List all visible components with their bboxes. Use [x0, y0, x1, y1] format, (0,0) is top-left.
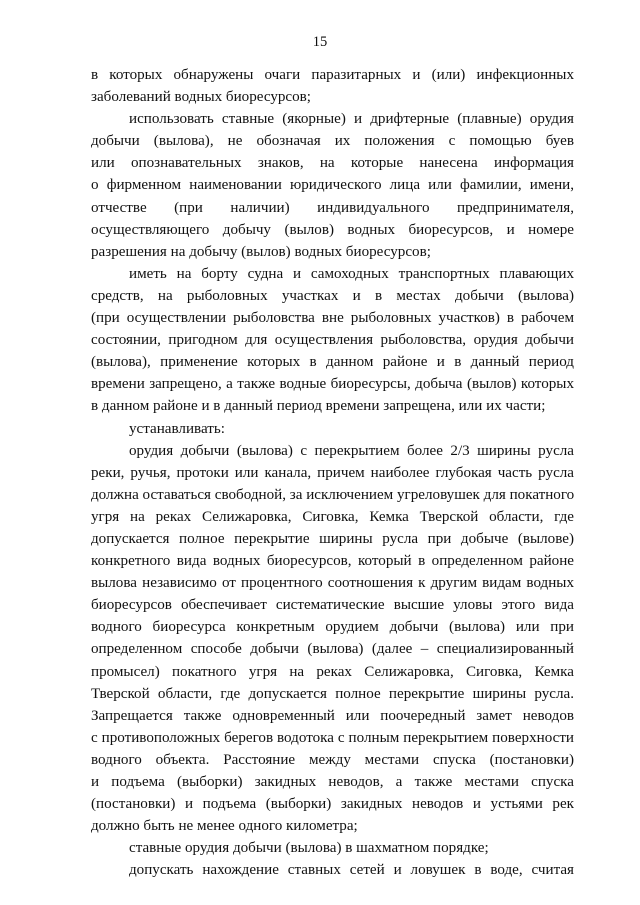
- text-line: (при осуществлении рыболовства вне рыболовных участков) в рабочем: [91, 310, 574, 327]
- text-line: о фирменном наименовании юридического лица или фамилии, имени,: [91, 177, 574, 194]
- text-line: Тверской области, где допускается полное перекрытие ширины русла.: [91, 685, 574, 702]
- text-line: промысел) покатного угря на реках Селижаровка, Сиговка, Кемка: [91, 663, 574, 680]
- document-body: [91, 64, 574, 881]
- text-line: должна оставаться свободной, за исключением угреловушек для покатного: [91, 486, 575, 503]
- text-line: биоресурсов обеспечивает систематические высшие уловы этого вида: [91, 597, 574, 614]
- text-line: допускать нахождение ставных сетей и ловушек в воде, считая: [129, 862, 574, 879]
- text-line: использовать ставные (якорные) и дрифтерные (плавные) орудия: [129, 111, 574, 128]
- text-line: добычи (вылова), не обозначая их положения с помощью буев: [91, 133, 574, 150]
- text-line: устанавливать:: [129, 420, 225, 437]
- text-line: реки, ручья, протоки или канала, причем наиболее глубокая часть русла: [91, 464, 574, 481]
- text-line: конкретного вида водных биоресурсов, который в определенном районе: [91, 553, 574, 570]
- text-line: состоянии, пригодном для осуществления рыболовства, орудия добычи: [91, 332, 574, 349]
- text-line: вылова независимо от процентного соотношения к другим видам водных: [91, 575, 574, 592]
- text-line: определенном способе добычи (вылова) (далее – специализированный: [91, 641, 574, 658]
- text-line: заболеваний водных биоресурсов;: [91, 89, 311, 106]
- text-line: водного биоресурса конкретным орудием добычи (вылова) или при: [91, 619, 574, 636]
- text-line: средств, на рыболовных участках и в местах добычи (вылова): [91, 287, 574, 304]
- text-line: осуществляющего добычу (вылов) водных биоресурсов, и номере: [91, 221, 574, 238]
- text-line: в данном районе и в данный период времени запрещена, или их части;: [91, 398, 546, 415]
- text-line: Запрещается также одновременный или поочередный замет неводов: [91, 707, 574, 724]
- text-line: (вылова), применение которых в данном районе и в данный период: [91, 354, 574, 371]
- text-line: отчестве (при наличии) индивидуального предпринимателя,: [91, 199, 574, 216]
- page-number: 15: [312, 34, 328, 50]
- text-line: времени запрещено, а также водные биоресурсы, добыча (вылов) которых: [91, 376, 574, 393]
- text-line: иметь на борту судна и самоходных транспортных плавающих: [129, 265, 574, 282]
- text-line: разрешения на добычу (вылов) водных биоресурсов;: [91, 243, 431, 260]
- text-line: орудия добычи (вылова) с перекрытием более 2/3 ширины русла: [129, 442, 574, 459]
- text-line: или опознавательных знаков, на которые нанесена информация: [91, 155, 574, 172]
- text-line: (постановки) и подъема (выборки) закидных неводов и устьями рек: [91, 796, 574, 813]
- text-line: угря на реках Селижаровка, Сиговка, Кемка Тверской области, где: [91, 508, 574, 525]
- text-line: водного объекта. Расстояние между местами спуска (постановки): [91, 751, 574, 768]
- text-line: с противоположных берегов водотока с полным перекрытием поверхности: [91, 729, 574, 746]
- text-line: ставные орудия добычи (вылова) в шахматном порядке;: [129, 840, 489, 857]
- text-line: должно быть не менее одного километра;: [91, 818, 358, 835]
- text-line: допускается полное перекрытие ширины русла при добыче (вылове): [91, 530, 574, 547]
- text-line: в которых обнаружены очаги паразитарных и (или) инфекционных: [91, 67, 574, 83]
- text-line: и подъема (выборки) закидных неводов, а также местами спуска: [91, 774, 574, 790]
